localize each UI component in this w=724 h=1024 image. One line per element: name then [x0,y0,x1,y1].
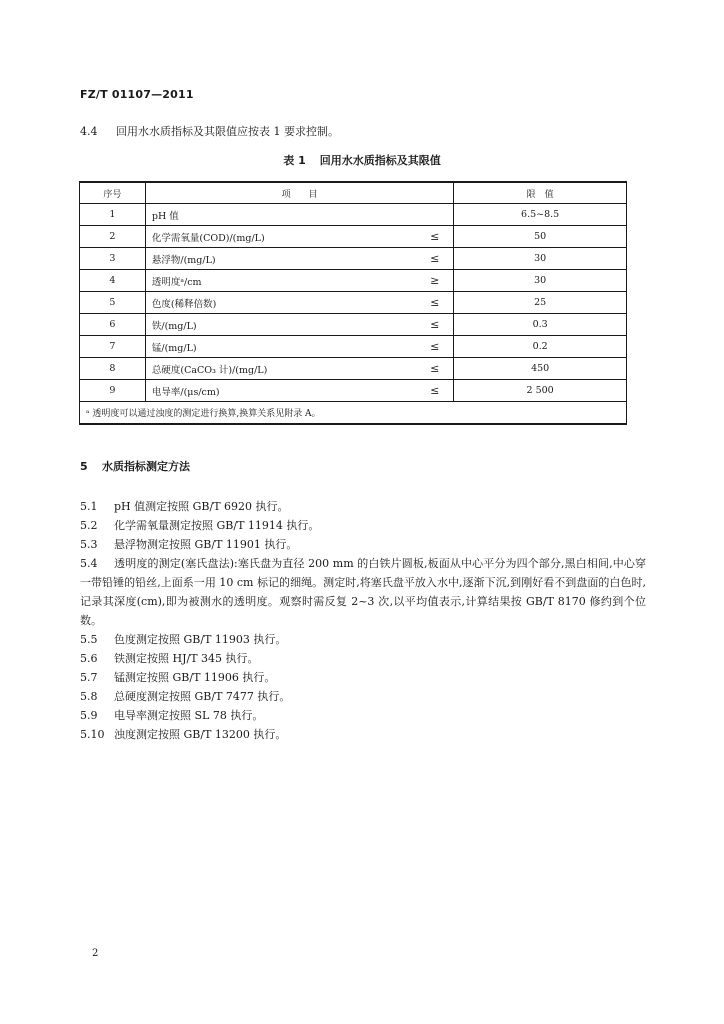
row-item [145,336,453,358]
clause-5-5 [80,630,646,649]
water-quality-limits-table [79,181,627,425]
clause-text: 回用水水质指标及其限值应按表 1 要求控制。 [116,125,339,138]
row-no: 8 [80,358,146,380]
row-limit: 50 [454,226,627,248]
table-number: 表 1 [283,154,306,167]
relation-symbol: ≤ [430,318,440,331]
clause-5-4 [80,554,646,630]
item-label: 透明度ᵃ/cm [151,276,202,288]
clause-text: 电导率测定按照 SL 78 执行。 [114,709,264,722]
clause-text: 化学需氧量测定按照 GB/T 11914 执行。 [114,519,320,532]
row-limit: 0.2 [454,336,627,358]
row-limit: 0.3 [454,314,627,336]
row-limit: 25 [454,292,627,314]
row-limit: 2 500 [454,380,627,402]
section-5-heading [80,458,190,474]
clause-text: 锰测定按照 GB/T 11906 执行。 [114,671,276,684]
table-row [80,270,627,292]
clause-text: 浊度测定按照 GB/T 13200 执行。 [114,728,287,741]
table-row [80,204,627,226]
row-no: 9 [80,380,146,402]
table-row [80,292,627,314]
clause-5-10 [80,725,646,744]
table-header-row [80,182,627,204]
item-label: 铁/(mg/L) [151,320,197,332]
table-footnote: ᵃ 透明度可以通过浊度的测定进行换算,换算关系见附录 A。 [80,402,627,425]
row-item [145,204,453,226]
clause-5-1 [80,497,646,516]
item-label: 锰/(mg/L) [151,342,197,354]
clause-text: 总硬度测定按照 GB/T 7477 执行。 [114,690,291,703]
table-row [80,358,627,380]
clause-number: 5.4 [80,557,98,570]
row-no: 4 [80,270,146,292]
clause-5-7 [80,668,646,687]
table-row [80,380,627,402]
clause-number: 5.8 [80,690,98,703]
clause-number: 4.4 [80,125,98,138]
table-row [80,248,627,270]
header-limit: 限 值 [454,182,627,204]
row-item [145,248,453,270]
header-item: 项 目 [145,182,453,204]
row-item [145,292,453,314]
header-no: 序号 [80,182,146,204]
row-limit: 450 [454,358,627,380]
clause-number: 5.2 [80,519,98,532]
row-item [145,380,453,402]
clause-number: 5.6 [80,652,98,665]
clause-text: 悬浮物测定按照 GB/T 11901 执行。 [114,538,298,551]
relation-symbol: ≤ [430,340,440,353]
item-label: 悬浮物/(mg/L) [151,254,216,266]
item-label: pH 值 [151,210,179,222]
table-row [80,314,627,336]
clause-5-3 [80,535,646,554]
row-no: 7 [80,336,146,358]
section-number: 5 [80,460,88,473]
clause-number: 5.10 [80,728,105,741]
clause-number: 5.5 [80,633,98,646]
item-label: 总硬度(CaCO₃ 计)/(mg/L) [151,364,268,376]
row-no: 6 [80,314,146,336]
item-label: 色度(稀释倍数) [151,298,217,310]
row-item [145,270,453,292]
row-limit: 6.5~8.5 [454,204,627,226]
row-item [145,358,453,380]
table-row [80,336,627,358]
row-item [145,314,453,336]
row-limit: 30 [454,248,627,270]
section-5-clauses [80,497,646,744]
relation-symbol: ≥ [430,274,440,287]
clause-4-4 [80,123,339,139]
relation-symbol: ≤ [430,384,440,397]
row-no: 1 [80,204,146,226]
clause-number: 5.3 [80,538,98,551]
section-title: 水质指标测定方法 [102,460,190,473]
page-number: 2 [92,948,99,959]
relation-symbol: ≤ [430,362,440,375]
table-row [80,226,627,248]
clause-number: 5.1 [80,500,98,513]
relation-symbol: ≤ [430,296,440,309]
relation-symbol: ≤ [430,230,440,243]
clause-number: 5.7 [80,671,98,684]
clause-5-8 [80,687,646,706]
row-limit: 30 [454,270,627,292]
row-no: 3 [80,248,146,270]
item-label: 化学需氧量(COD)/(mg/L) [151,232,265,244]
clause-text: 透明度的测定(塞氏盘法):塞氏盘为直径 200 mm 的白铁片圆板,板面从中心平分为四个部分,黑白相间,中心穿一带铅锤的铅丝,上面系一用 10 cm 标记的细绳。测定时,将塞氏盘平放入水中,逐渐下沉,到刚好看不到盘面的白色时,记录其深度(cm),即为被测水的透明度。观察时需反复 2~3 次,以平均值表示,计算结果按 GB/T 8170 修约到个位数。 [80,557,646,627]
clause-text: 铁测定按照 HJ/T 345 执行。 [114,652,259,665]
table-footnote-row [80,402,627,425]
clause-5-9 [80,706,646,725]
clause-text: pH 值测定按照 GB/T 6920 执行。 [114,500,289,513]
relation-symbol: ≤ [430,252,440,265]
row-no: 2 [80,226,146,248]
standard-code: FZ/T 01107—2011 [80,88,194,101]
item-label: 电导率/(μs/cm) [151,386,220,398]
clause-number: 5.9 [80,709,98,722]
table-title: 回用水水质指标及其限值 [319,154,441,167]
clause-text: 色度测定按照 GB/T 11903 执行。 [114,633,287,646]
clause-5-2 [80,516,646,535]
row-no: 5 [80,292,146,314]
clause-5-6 [80,649,646,668]
row-item [145,226,453,248]
table-caption [0,152,724,168]
